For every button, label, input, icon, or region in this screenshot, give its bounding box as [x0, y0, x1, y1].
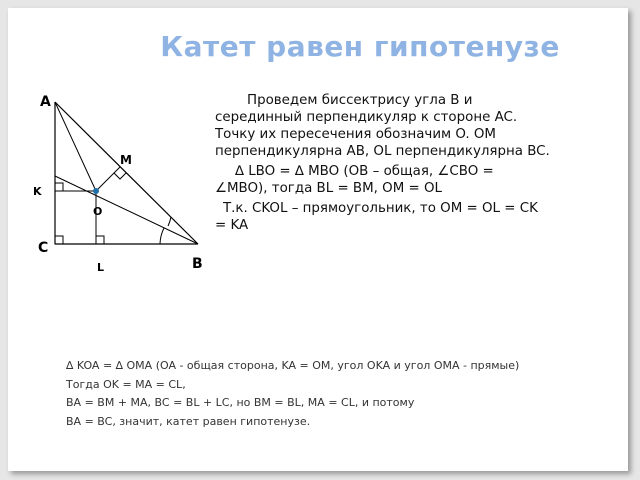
proof-line-4: BA = BC, значит, катет равен гипотенузе.	[66, 414, 311, 428]
right-angle-K	[55, 183, 63, 191]
paragraph-2-line-2: ∠MBO), тогда BL = BM, OM = OL	[215, 181, 442, 196]
right-angle-M	[114, 173, 126, 179]
paragraph-1	[215, 92, 635, 160]
paragraph-1-line-3: Точку их пересечения обозначим O. OM	[215, 127, 496, 142]
segment-OM	[96, 167, 120, 191]
paragraph-2-line-1: ∆ LBO = ∆ MBO (OB – общая, ∠CBO =	[235, 164, 494, 179]
label-C: C	[38, 240, 49, 256]
slide-title: Катет равен гипотенузе	[160, 30, 560, 63]
proof-line-1: ∆ KOA = ∆ OMA (OA - общая сторона, KA = OM, угол OKA и угол OMA - прямые)	[66, 359, 520, 372]
paragraph-3-line-1: Т.к. CKOL – прямоугольник, то OM = OL = CK	[223, 201, 538, 216]
label-A: A	[40, 94, 51, 110]
segment-OA	[55, 102, 96, 191]
bisector-B	[55, 176, 198, 244]
paragraph-2	[215, 163, 635, 197]
explanation-text	[215, 92, 635, 234]
angle-arc-CBO	[160, 228, 164, 244]
label-K: K	[33, 185, 42, 198]
right-angle-C	[55, 236, 63, 244]
paragraph-1-line-4: перпендикулярна AB, OL перпендикулярна BC.	[215, 144, 550, 159]
paragraph-1-line-2: серединный перпендикуляр к стороне AC.	[215, 110, 518, 125]
proof-conclusion	[66, 360, 626, 434]
label-B: B	[192, 256, 203, 272]
paragraph-1-line-1: Проведем биссектрису угла B и	[247, 93, 473, 108]
angle-arc-MBO	[168, 217, 171, 226]
paragraph-3-line-2: = KA	[215, 218, 249, 233]
label-M: M	[120, 153, 132, 167]
paragraph-3	[215, 200, 635, 234]
right-angle-L	[96, 236, 104, 244]
proof-line-2: Тогда OK = MA = CL,	[66, 377, 186, 391]
label-O: O	[93, 205, 103, 218]
label-L: L	[97, 261, 105, 274]
point-O	[93, 188, 99, 194]
proof-line-3: BA = BM + MA, BC = BL + LC, но BM = BL, MA = CL, и потому	[66, 396, 415, 409]
triangle-diagram	[30, 92, 210, 282]
side-AB	[55, 102, 198, 244]
